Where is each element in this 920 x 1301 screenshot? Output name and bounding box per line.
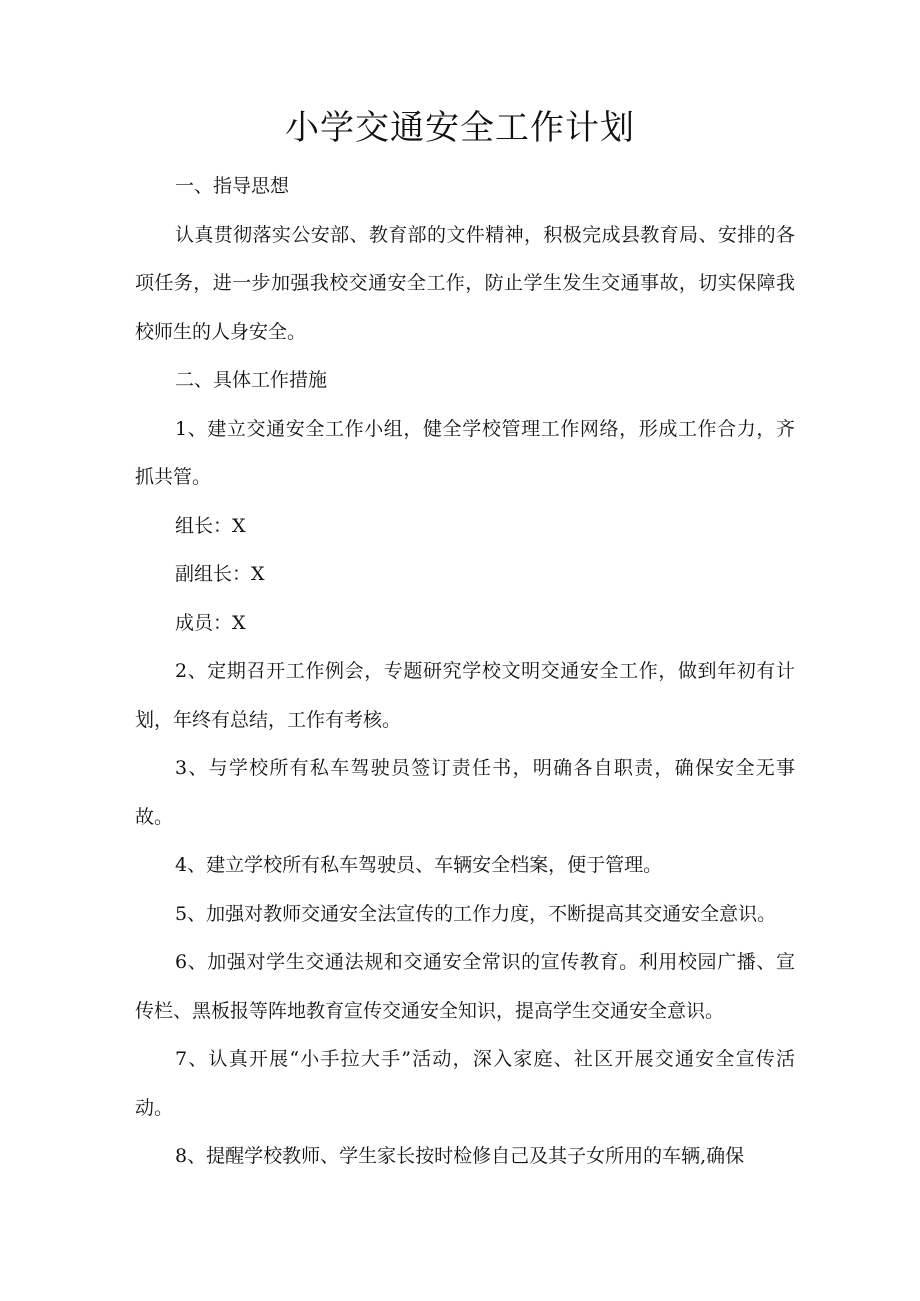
members-line: 成员：X xyxy=(175,611,246,634)
measure-item-8: 8、提醒学校教师、学生家长按时检修自己及其子女所用的车辆,确保 xyxy=(175,1145,745,1167)
document-title: 小学交通安全工作计划 xyxy=(285,108,635,148)
measure-item-1: 1、建立交通安全工作小组，健全学校管理工作网络，形成工作合力，齐抓共管。 xyxy=(135,417,795,488)
section-heading-measures: 二、具体工作措施 xyxy=(175,369,328,391)
section-heading-guiding-ideology: 一、指导思想 xyxy=(175,175,290,197)
measure-item-6: 6、加强对学生交通法规和交通安全常识的宣传教育。利用校园广播、宣传栏、黑板报等阵地教育宣传交通安全知识，提高学生交通安全意识。 xyxy=(135,951,795,1022)
measure-item-7: 7、认真开展“小手拉大手”活动，深入家庭、社区开展交通安全宣传活动。 xyxy=(135,1048,795,1119)
measure-item-5: 5、加强对教师交通安全法宣传的工作力度，不断提高其交通安全意识。 xyxy=(175,902,777,925)
team-leader-line: 组长：X xyxy=(175,514,246,537)
measure-item-3: 3、与学校所有私车驾驶员签订责任书，明确各自职责，确保安全无事故。 xyxy=(135,757,795,828)
measure-item-2: 2、定期召开工作例会，专题研究学校文明交通安全工作，做到年初有计划，年终有总结，工作有考核。 xyxy=(135,660,795,731)
deputy-leader-line: 副组长：X xyxy=(175,563,265,585)
paragraph-guiding-ideology: 认真贯彻落实公安部、教育部的文件精神，积极完成县教育局、安排的各项任务，进一步加强我校交通安全工作，防止学生发生交通事故，切实保障我校师生的人身安全。 xyxy=(135,223,795,343)
measure-item-4: 4、建立学校所有私车驾驶员、车辆安全档案，便于管理。 xyxy=(175,854,663,876)
document-body xyxy=(135,162,795,1181)
